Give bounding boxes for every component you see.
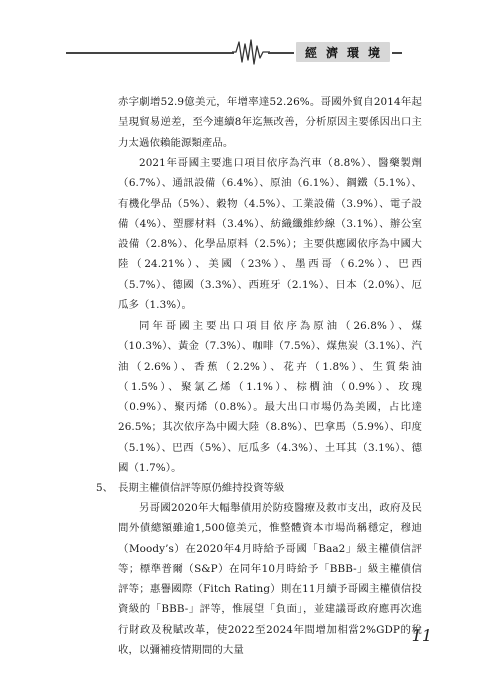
page-number: 11: [411, 626, 432, 645]
paragraph-trade-deficit: 赤字劇增52.9億美元，年增率達52.26%。哥國外貿自2014年起呈現貿易逆差，至今連續8年迄無改善，分析原因主要係因出口主力太過依賴能源類產品。: [118, 96, 422, 149]
paragraph-exports: 同年哥國主要出口項目依序為原油（26.8%）、煤（10.3%）、黃金（7.3%）、咖啡（7.5%）、煤焦炭（3.1%）、汽油（2.6%）、香蕉（2.2%）、花卉（1.8%）、生質柴油（1.5%）、聚氯乙烯（1.1%）、棕櫚油（0.9%）、玫瑰（0.9%）、聚丙烯（0.8%）。最大出口市場仍為美國，占比達26.5%；其次依序為中國大陸（8.8%）、巴拿馬（5.9%）、印度（5.1%）、巴西（5%）、厄瓜多（4.3%）、土耳其（3.1%）、德國（1.7%）。: [118, 320, 422, 475]
paragraph-credit-rating: 另哥國2020年大幅舉債用於防疫醫療及救市支出，政府及民間外債總額雖逾1,500億美元，惟整體資本市場尚稱穩定，穆迪（Moody’s）在2020年4月時給予哥國「Baa2」級主權債信評等；標準普爾（S&P）在同年10月時給予「BBB-」級主權債信評等；惠譽國際（Fitch Rating）則在11月續予哥國主權債信投資級的「BBB-」評等，惟展望「負面」，並建議哥政府應再次進行財政及稅賦改革，使2022至2024年間增加相當2%GDP的稅收，以彌補疫情期間的大量: [118, 502, 422, 657]
section-number: 5、: [96, 482, 114, 494]
paragraph-imports: 2021年哥國主要進口項目依序為汽車（8.8%）、醫藥製劑（6.7%）、通訊設備（6.4%）、原油（6.1%）、鋼鐵（5.1%）、有機化學品（5%）、穀物（4.5%）、工業設備（3.9%）、電子設備（4%）、塑膠材料（3.4%）、紡織纖維紗線（3.1%）、辦公室設備（2.8%）、化學品原料（2.5%）；主要供應國依序為中國大陸（24.21%）、美國（23%）、墨西哥（6.2%）、巴西（5.7%）、德國（3.3%）、西班牙（2.1%）、日本（2.0%）、厄瓜多（1.3%）。: [118, 157, 422, 312]
section-header-title: 經濟環境: [304, 45, 389, 60]
section-heading: [96, 478, 416, 498]
section-title: 長期主權債信評等原仍維持投資等級: [118, 482, 285, 494]
